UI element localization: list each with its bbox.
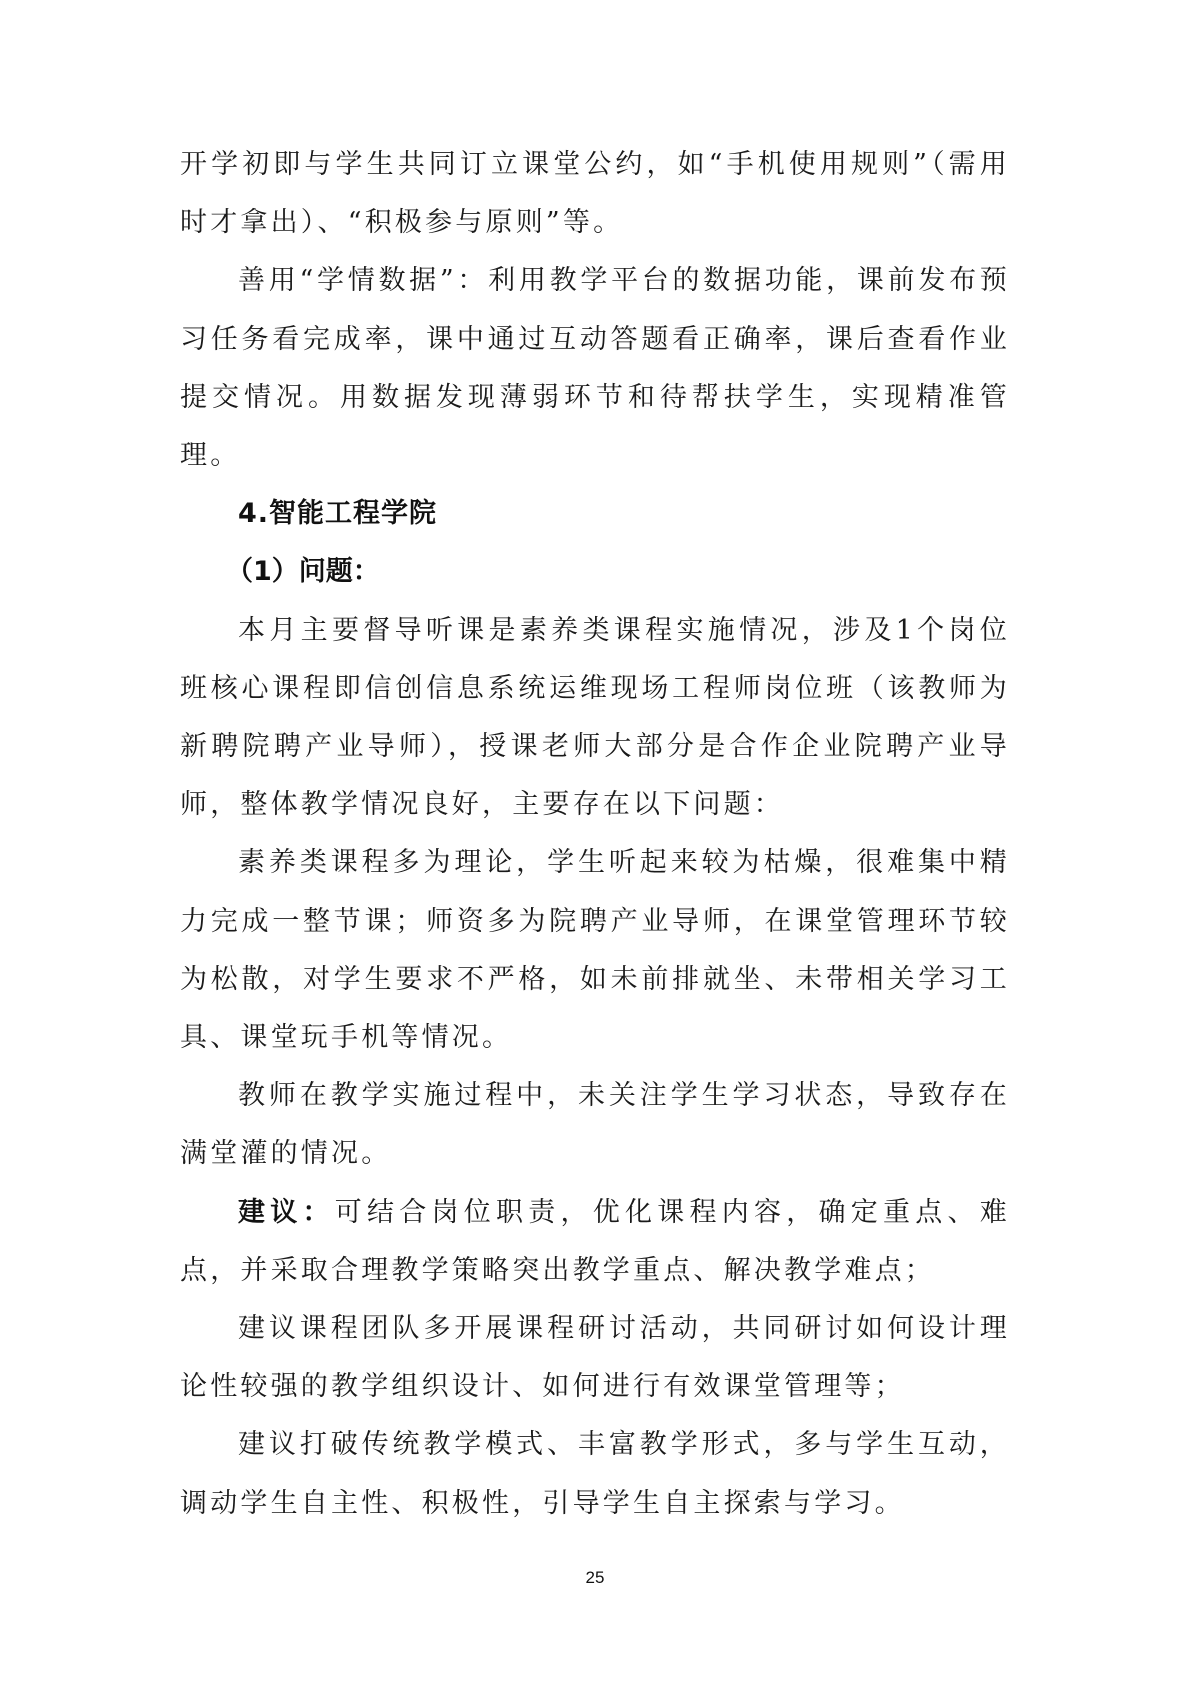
paragraph-suggestion-2: 建议课程团队多开展课程研讨活动，共同研讨如何设计理论性较强的教学组织设计、如何进行有效课堂管理等； (180, 1313, 1010, 1403)
paragraph-problem-1: 素养类课程多为理论，学生听起来较为枯燥，很难集中精力完成一整节课；师资多为院聘产业导师，在课堂管理环节较为松散，对学生要求不严格，如未前排就坐、未带相关学习工具、课堂玩手机等情况。 (180, 847, 1010, 1054)
suggestion-label: 建议： (238, 1196, 335, 1228)
paragraph-classroom-convention: 开学初即与学生共同订立课堂公约，如“手机使用规则”（需用时才拿出）、“积极参与原则”等。 (180, 149, 1010, 239)
paragraph-overview: 本月主要督导听课是素养类课程实施情况，涉及1个岗位班核心课程即信创信息系统运维现场工程师岗位班（该教师为新聘院聘产业导师），授课老师大部分是合作企业院聘产业导师，整体教学情况良好，主要存在以下问题： (180, 614, 1010, 821)
sub-heading-problems: （1）问题： (226, 556, 380, 588)
page-number: 25 (585, 1568, 605, 1587)
paragraph-problem-2: 教师在教学实施过程中，未关注学生学习状态，导致存在满堂灌的情况。 (180, 1080, 1010, 1170)
section-heading: 4.智能工程学院 (238, 498, 438, 530)
paragraph-suggestion-1 (180, 1184, 1010, 1300)
suggestion-1-text: 可结合岗位职责，优化课程内容，确定重点、难点，并采取合理教学策略突出教学重点、解决教学难点； (180, 1196, 1010, 1286)
paragraph-suggestion-3: 建议打破传统教学模式、丰富教学形式，多与学生互动，调动学生自主性、积极性，引导学生自主探索与学习。 (180, 1429, 1010, 1519)
paragraph-learning-data: 善用“学情数据”：利用教学平台的数据功能，课前发布预习任务看完成率，课中通过互动答题看正确率，课后查看作业提交情况。用数据发现薄弱环节和待帮扶学生，实现精准管理。 (180, 265, 1010, 472)
document-body (180, 136, 1010, 1533)
